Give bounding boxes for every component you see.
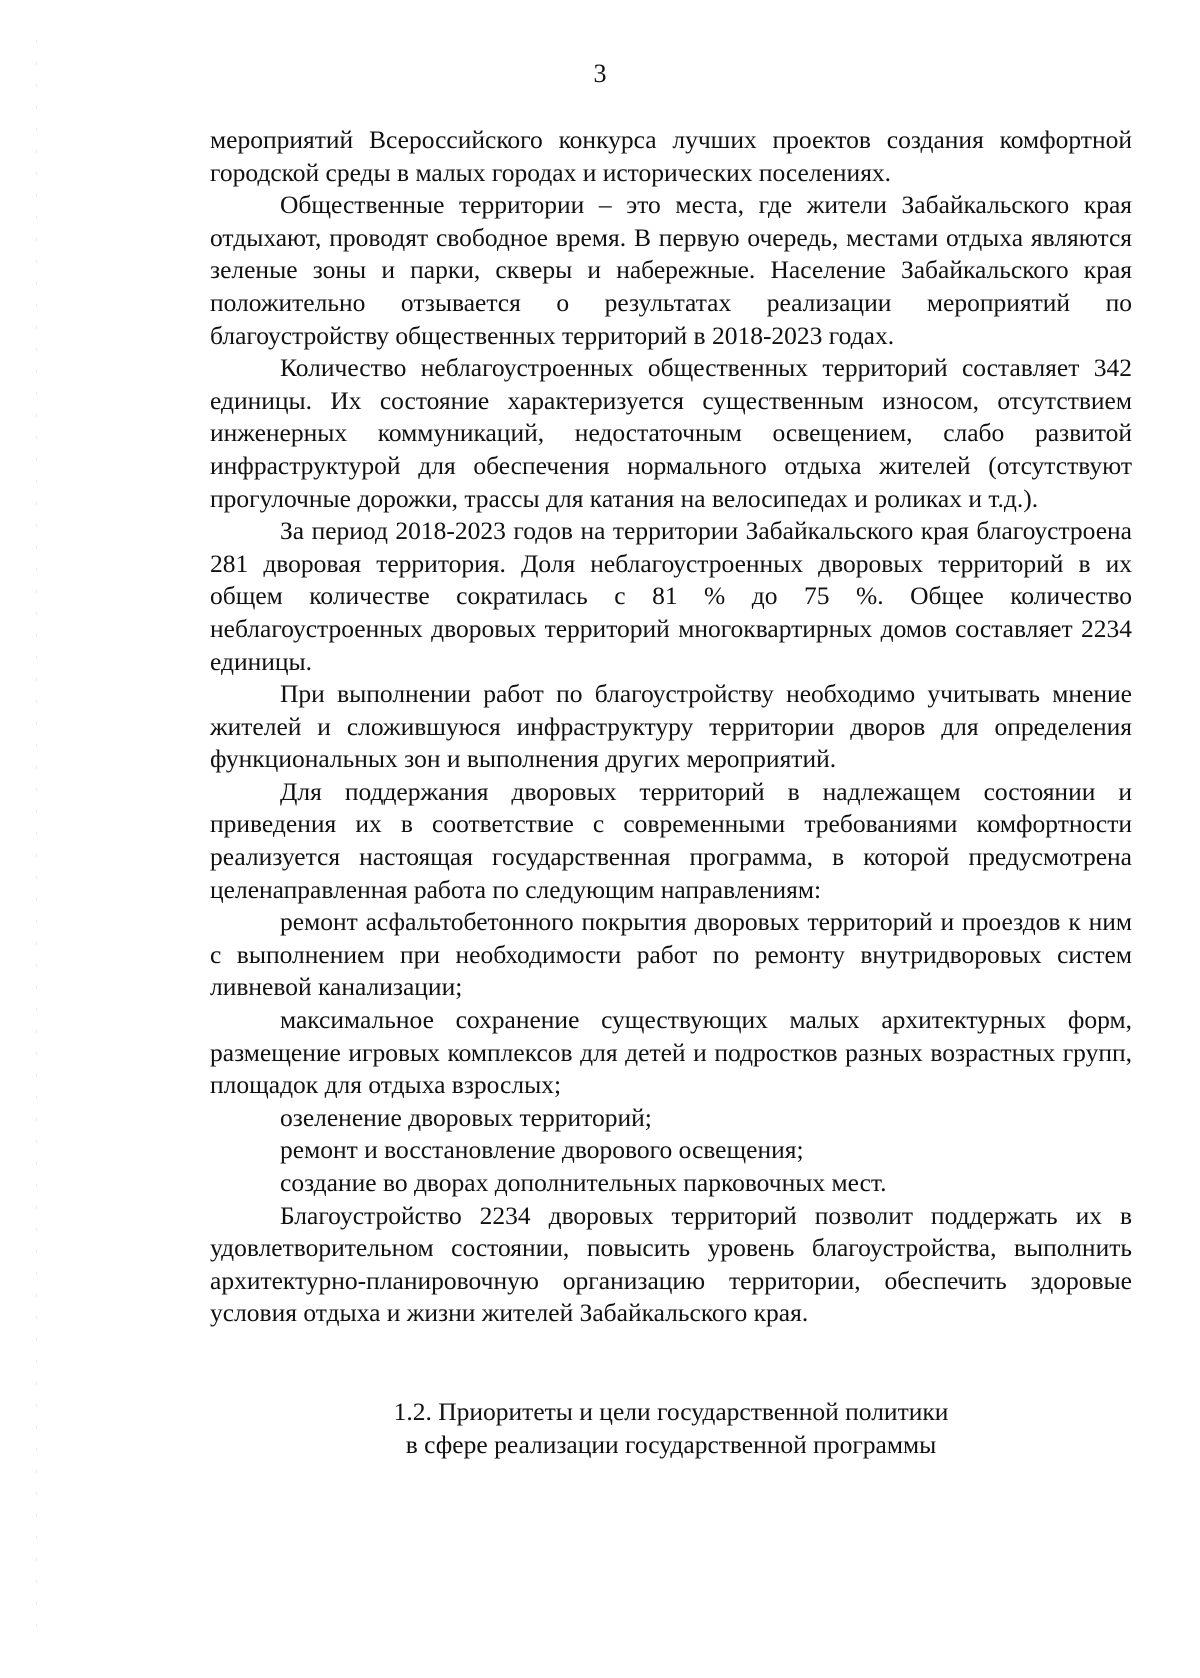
page-number: 3 <box>593 59 607 88</box>
list-item-greening: озеленение дворовых территорий; <box>280 1102 652 1132</box>
list-item-parking: создание во дворах дополнительных парковочных мест. <box>280 1168 887 1197</box>
paragraph-unimproved-count: Количество неблагоустроенных общественных территорий составляет 342 единицы. Их состояние характеризуется существенным износом, отсутствием инженерных коммуникаций, недостаточным освещением, слабо развитой инфраструктурой для обеспечения нормального отдыха жителей (отсутствуют прогулочные дорожки, трассы для катания на велосипедах и роликах и т.д.). <box>210 353 1132 513</box>
section-heading <box>210 1395 1132 1461</box>
body-text <box>210 124 1132 1330</box>
section-heading-line-1: 1.2. Приоритеты и цели государственной политики <box>393 1397 949 1426</box>
paragraph-conclusion: Благоустройство 2234 дворовых территорий позволит поддержать их в удовлетворительном состоянии, повысить уровень благоустройства, выполнить архитектурно-планировочную организацию территории, обеспечить здоровые условия отдыха и жизни жителей Забайкальского края. <box>210 1200 1132 1328</box>
paragraph-public-territories: Общественные территории – это места, где жители Забайкальского края отдыхают, проводят свободное время. В первую очередь, местами отдыха являются зеленые зоны и парки, скверы и набережные. Население Забайкальского края положительно отзывается о результатах реализации мероприятий по благоустройству общественных территорий в 2018-2023 годах. <box>210 190 1132 350</box>
section-heading-line-2: в сфере реализации государственной программы <box>405 1430 937 1459</box>
paragraph-program-directions: Для поддержания дворовых территорий в надлежащем состоянии и приведения их в соответствие с современными требованиями комфортности реализуется настоящая государственная программа, в которой предусмотрена целенаправленная работа по следующим направлениям: <box>210 776 1132 904</box>
paragraph-continuation: мероприятий Всероссийского конкурса лучших проектов создания комфортной городской среды в малых городах и исторических поселениях. <box>210 125 1132 187</box>
list-item-asphalt-repair: ремонт асфальтобетонного покрытия дворовых территорий и проездов к ним с выполнением при необходимости работ по ремонту внутридворовых систем ливневой канализации; <box>210 907 1132 1002</box>
paragraph-courtyards-period: За период 2018-2023 годов на территории Забайкальского края благоустроена 281 дворовая территория. Доля неблагоустроенных дворовых территорий в их общем количестве сократилась с 81 % до 75 %. Общее количество неблагоустроенных дворовых территорий многоквартирных домов составляет 2234 единицы. <box>210 516 1132 676</box>
paragraph-residents-opinion: При выполнении работ по благоустройству необходимо учитывать мнение жителей и сложившуюся инфраструктуру территории дворов для определения функциональных зон и выполнения других мероприятий. <box>210 679 1132 774</box>
list-item-architectural-forms: максимальное сохранение существующих малых архитектурных форм, размещение игровых комплексов для детей и подростков разных возрастных групп, площадок для отдыха взрослых; <box>210 1005 1132 1100</box>
list-item-lighting: ремонт и восстановление дворового освещения; <box>280 1135 804 1165</box>
scan-edge-artifact <box>36 40 37 1640</box>
